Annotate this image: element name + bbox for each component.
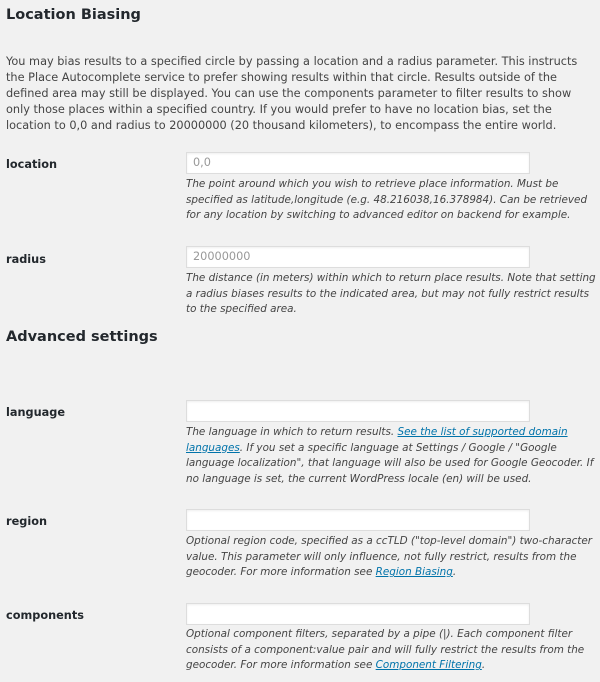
location-description: The point around which you wish to retrieve place information. Must be specified as latitude,longitude (e.g. 48.216038,16.378984). Can be retrieved for any location by switching to advanced editor on backend for example. bbox=[186, 178, 588, 222]
language-desc-before: The language in which to return results. bbox=[186, 426, 398, 438]
region-desc-after: . bbox=[452, 566, 457, 579]
advanced-settings-heading: Advanced settings bbox=[6, 329, 158, 345]
components-desc-after: . bbox=[481, 659, 486, 672]
components-label: components bbox=[6, 609, 84, 622]
radius-label: radius bbox=[6, 253, 46, 266]
language-description bbox=[186, 425, 596, 487]
components-input[interactable] bbox=[186, 603, 530, 625]
region-input[interactable] bbox=[186, 509, 530, 531]
supported-languages-link[interactable]: See the list of supported domain languages bbox=[186, 426, 568, 454]
location-input[interactable] bbox=[186, 152, 530, 174]
components-description bbox=[186, 627, 596, 674]
location-biasing-intro: You may bias results to a specified circle by passing a location and a radius parameter. This instructs the Place Autocomplete service to prefer showing results within that circle. Results outside of the defined area may still be displayed. You can use the components parameter to filter results to show only those places within a specified country. If you would prefer to have no location bias, set the location to 0,0 and radius to 20000000 (20 thousand kilometers), to encompass the entire world. bbox=[6, 55, 578, 132]
components-desc-before: Optional component filters, separated by a pipe (|). Each component filter consists of a component:value pair and will fully restrict the results from the geocoder. For more information see bbox=[186, 628, 585, 672]
radius-input[interactable] bbox=[186, 246, 530, 268]
language-desc-after: . If you set a specific language at Settings / Google / "Google language localization", that language will also be used for Google Geocoder. If no language is set, the current WordPress locale (en) will be used. bbox=[186, 441, 594, 485]
radius-description: The distance (in meters) within which to return place results. Note that setting a radius biases results to the indicated area, but may not fully restrict results to the specified area. bbox=[186, 272, 596, 316]
component-filtering-link[interactable]: Component Filtering bbox=[375, 659, 482, 672]
language-label: language bbox=[6, 406, 66, 419]
language-input[interactable] bbox=[186, 400, 530, 422]
region-description bbox=[186, 534, 596, 581]
location-biasing-heading: Location Biasing bbox=[6, 7, 141, 23]
region-desc-before: Optional region code, specified as a ccTLD ("top-level domain") two-character value. This parameter will only influence, not fully restrict, results from the geocoder. For more information see bbox=[186, 535, 593, 579]
region-label: region bbox=[6, 515, 47, 528]
region-biasing-link[interactable]: Region Biasing bbox=[375, 566, 453, 579]
location-label: location bbox=[6, 158, 58, 171]
